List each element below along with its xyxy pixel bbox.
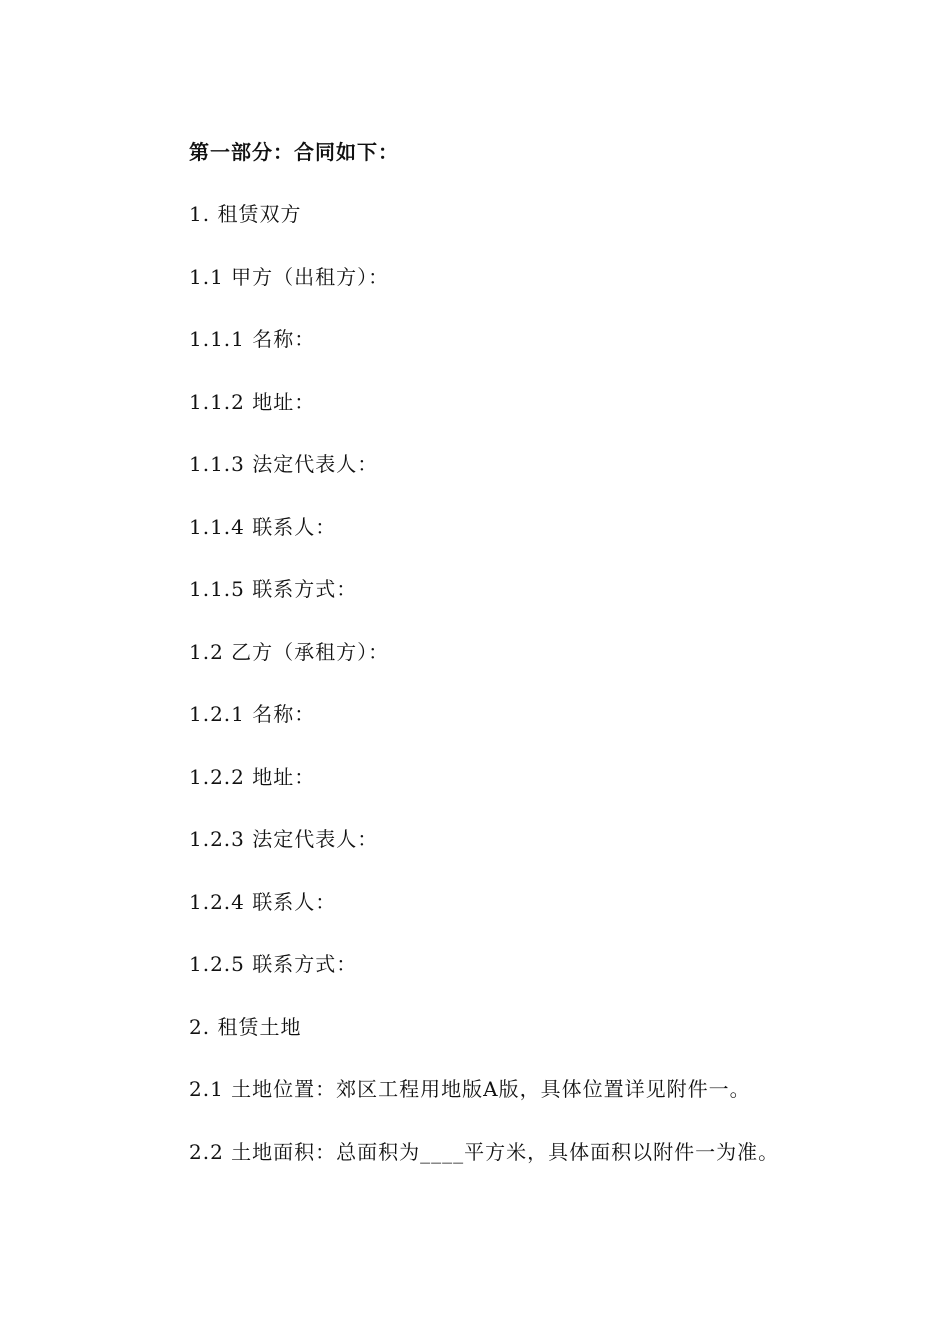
- clause-1-2-3-legal-rep: 1.2.3 法定代表人：: [189, 827, 379, 851]
- clause-1-2-1-name: 1.2.1 名称：: [189, 702, 316, 726]
- clause-2-1-land-location: 2.1 土地位置：郊区工程用地版A版，具体位置详见附件一。: [189, 1077, 751, 1101]
- clause-2-title: 2. 租赁土地: [189, 1014, 302, 1039]
- clause-1-1-party-a: 1.1 甲方（出租方）：: [189, 264, 390, 289]
- clause-2-2-land-area: 2.2 土地面积：总面积为____平方米，具体面积以附件一为准。: [189, 1139, 780, 1164]
- clause-1-title: 1. 租赁双方: [189, 202, 302, 226]
- clause-1-2-5-contact-method: 1.2.5 联系方式：: [189, 952, 358, 976]
- section-heading: 第一部分：合同如下：: [189, 140, 399, 164]
- clause-1-1-5-contact-method: 1.1.5 联系方式：: [189, 577, 358, 601]
- clause-1-2-4-contact: 1.2.4 联系人：: [189, 889, 337, 914]
- clause-1-1-4-contact: 1.1.4 联系人：: [189, 514, 337, 539]
- clause-1-2-party-b: 1.2 乙方（承租方）：: [189, 639, 390, 664]
- clause-1-1-1-name: 1.1.1 名称：: [189, 327, 316, 351]
- clause-1-1-2-address: 1.1.2 地址：: [189, 389, 316, 414]
- clause-1-2-2-address: 1.2.2 地址：: [189, 764, 316, 789]
- clause-1-1-3-legal-rep: 1.1.3 法定代表人：: [189, 452, 379, 476]
- document-body: [189, 136, 869, 1198]
